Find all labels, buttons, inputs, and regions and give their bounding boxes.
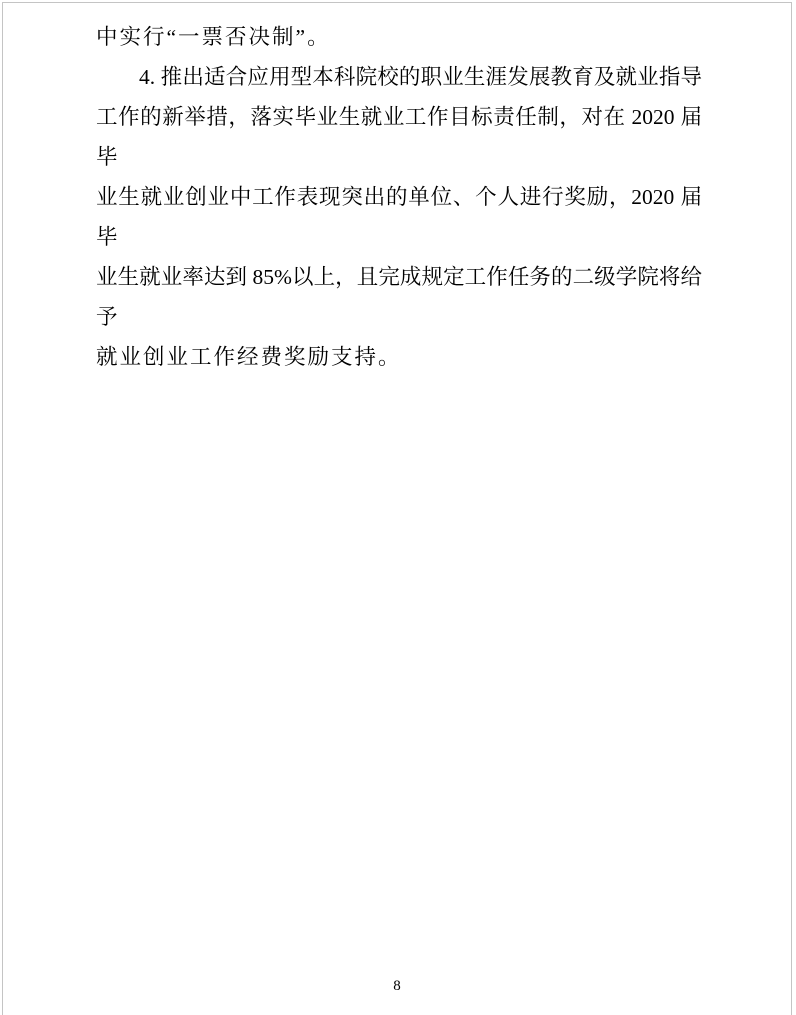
text-line-5: 业生就业率达到 85%以上，且完成规定工作任务的二级学院将给予 xyxy=(96,265,702,329)
text-line-4: 业生就业创业中工作表现突出的单位、个人进行奖励，2020 届毕 xyxy=(96,185,702,249)
document-body-text xyxy=(96,17,702,377)
text-line-1: 中实行“一票否决制”。 xyxy=(96,25,331,49)
document-page xyxy=(2,2,792,1015)
text-line-6: 就业创业工作经费奖励支持。 xyxy=(96,345,402,369)
text-line-2: 4. 推出适合应用型本科院校的职业生涯发展教育及就业指导 xyxy=(139,65,702,89)
text-line-3: 工作的新举措，落实毕业生就业工作目标责任制，对在 2020 届毕 xyxy=(96,105,702,169)
page-number: 8 xyxy=(393,978,401,994)
